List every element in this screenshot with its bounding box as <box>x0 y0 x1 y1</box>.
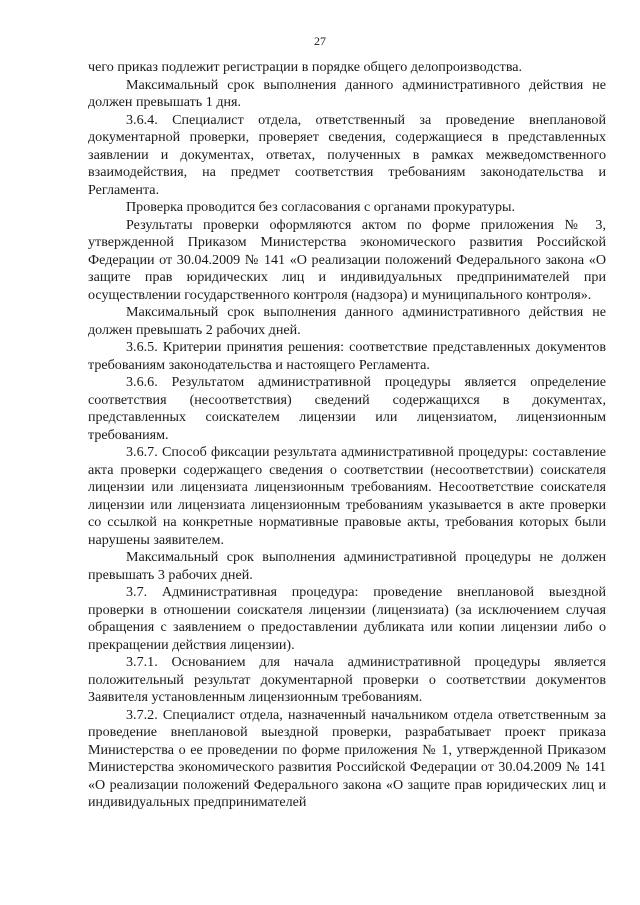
paragraph: 3.7. Административная процедура: проведение внеплановой выездной проверки в отношении соискателя лицензии (лицензиата) (за исключением случая обращения с заявлением о предоставлении дубликата или копии лицензии либо о прекращении действия лицензии). <box>88 584 606 653</box>
document-body <box>88 59 606 812</box>
paragraph: 3.7.2. Специалист отдела, назначенный начальником отдела ответственным за проведение внеплановой выездной проверки, разрабатывает проект приказа Министерства о ее проведении по форме приложения № 1, утвержденной Приказом Министерства экономического развития Российской Федерации от 30.04.2009 № 141 «О реализации положений Федерального закона «О защите прав юридических лиц и индивидуальных предпринимателей <box>88 706 606 810</box>
paragraph: 3.6.5. Критерии принятия решения: соответствие представленных документов требованиям законодательства и настоящего Регламента. <box>88 339 606 373</box>
paragraph: Проверка проводится без согласования с органами прокуратуры. <box>126 199 515 215</box>
paragraph: чего приказ подлежит регистрации в порядке общего делопроизводства. <box>88 59 523 75</box>
paragraph: 3.7.1. Основанием для начала административной процедуры является положительный результат документарной проверки о соответствии документов Заявителя установленным лицензионным требованиям. <box>88 654 606 705</box>
paragraph: 3.6.6. Результатом административной процедуры является определение соответствия (несоответствия) сведений содержащихся в документах, представленных соискателем лицензии или лицензиатом, лицензионным требованиям. <box>88 374 606 443</box>
paragraph: Максимальный срок выполнения административной процедуры не должен превышать 3 рабочих дней. <box>88 549 606 583</box>
page-number: 27 <box>314 34 326 48</box>
paragraph: Результаты проверки оформляются актом по форме приложения № 3, утвержденной Приказом Министерства экономического развития Российской Федерации от 30.04.2009 № 141 «О реализации положений Федерального закона «О защите прав юридических лиц и индивидуальных предпринимателей при осуществлении государственного контроля (надзора) и муниципального контроля». <box>88 216 606 303</box>
paragraph: 3.6.4. Специалист отдела, ответственный за проведение внеплановой документарной проверки, проверяет сведения, содержащиеся в представленных заявлении и документах, ответах, полученных в рамках межведомственного взаимодействия, на предмет соответствия требованиям законодательства и Регламента. <box>88 111 606 198</box>
paragraph: Максимальный срок выполнения данного административного действия не должен превышать 1 дня. <box>88 76 606 110</box>
paragraph: Максимальный срок выполнения данного административного действия не должен превышать 2 рабочих дней. <box>88 304 606 338</box>
paragraph: 3.6.7. Способ фиксации результата административной процедуры: составление акта проверки содержащего сведения о соответствии (несоответствии) соискателя лицензии или лицензиата лицензионным требованиям. Несоответствие соискателя лицензии или лицензиата лицензионным требованиям указывается в акте проверки со ссылкой на конкретные нормативные правовые акты, требования которых были нарушены заявителем. <box>88 444 606 548</box>
